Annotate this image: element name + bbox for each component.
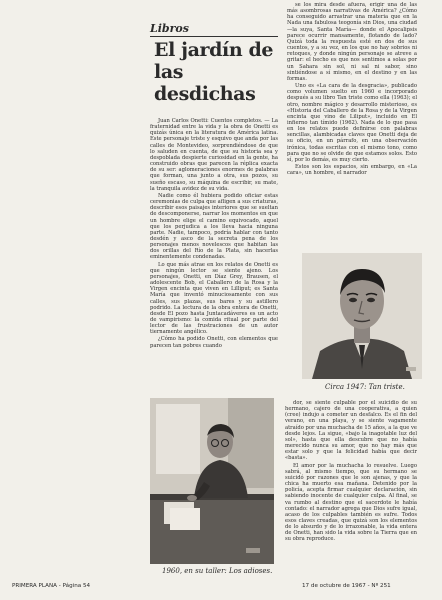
article-paragraph: Juan Carlos Onetti: Cuentos completos. — La fraternidad entre la vida y la obra de Onetti es quizás única en la literatura de América latina. Este personaje triste y esquivo que anda por las calles de Montevideo, sorprendiéndose de que lo saluden en cuenta, de que su historia sea y despoblada despierte curiosidad en la gente, ha construido obras que parecen la réplica exacta de su ser: aglomeraciones enormes de palabras que forman, una junto a otra, sus pozos, su sueño escaso, su máquina de escribir, su mate, la tranquila avidez de su vida. <box>150 118 278 192</box>
section-label: Libros <box>150 22 278 37</box>
article-column-bottom <box>285 400 417 544</box>
article-paragraph: El amor por la muchacha lo resuelve. Luego sabrá, al mismo tiempo, que su hermano se suicidó por razones que le son ajenas, y que la chica ha muerto esa mañana. Detenido por la policía, acepta firmar cualquier declaración, sin sabiendo inocente de cualquier culpa. Al final, se va rumbo al destino que el sacerdote le había contado: el narrador agrega que Dios sufre igual, acaso de los culpables también es sufre. Todos esos claves creadas, que quizá son los elementos de lo absurdo y de lo irrazonable, la vida entera de Onetti, han sido la vida sobre la Tierra que en su obra reproduce. <box>285 462 417 543</box>
portrait-photo <box>302 253 422 379</box>
portrait-caption: Circa 1947: Tan triste. <box>325 383 405 391</box>
footer-left: PRIMERA PLANA - Página 54 <box>12 583 91 589</box>
writer-photo <box>150 398 274 564</box>
article-paragraph: dor, se siente culpable por el suicidio de su hermano, cajero de una cooperativa, a quien (cree) indujo a cometer un desfalco. Es el fin del verano, en una playa, y se siente vagamente atraído por una muchacha de 15 años, a la que ve desde lejos. La sigue, «bajo la inagotable luz del sol», hasta que ella descubre que no había merecido nunca su amor, que no hay más que estar solo y que la felicidad había que decir «basta». <box>285 400 417 462</box>
writer-image <box>150 398 274 564</box>
article-paragraph: Uno es «La cara de la desgracia», publicado como volumen suelto en 1960 e incorporado después a su libro Tan triste como ella (1963); el otro, nombre mágico y desarrollo misterioso, es «Historia del Caballero de la Rosa y de la Virgen encinta que vino de Liliput», incluido en El infierno tan tímido (1962). Nada de lo que pasa en los relatos puede definirse con palabras sencillas, alambicadas claves que Onetti deja de su oficio, en un párrafo, en una observación irónica, todas escritas con el mismo tono, como para que no se olvide de que estamos solos. Esto sí, por lo demás, es muy cierto. <box>287 83 417 163</box>
article-paragraph: se los mira desde afuera, erigir una de las más asombrosas narrativas de América? ¿Cómo ha conseguido arrastrar una materia que en la Nada una fabulosa teogonía sin Dios, una ciudad —la suya, Santa María— donde el Apocalipsis parece ocurrir mansamente, flotando de lado? Quizá toda la respuesta esté en dos de sus cuentos, y a su vez, en los que no hay sobrios ni retoques, y donde ningún personaje se atreve a gritar: el hecho es que nos sentimos a solas por un Sahara sin sol, ni sal ni sabor, sino sintiéndose a sí mismo, en el destino y en las formas. <box>287 2 417 82</box>
portrait-image <box>302 253 422 379</box>
article-column-left <box>150 118 278 350</box>
article-paragraph: Nadie como él hubiera podido oficiar estas ceremonias de culpa que afligen a sus criaturas, describir esos paisajes interiores que se sueltan de descomponerse, narrar los momentos en que un hombre elige el camino equivocado, aquel que los perjudica a los lleva hacia ninguna parte. Nadie, tampoco, podría hablar con tanto desdén y asco de la secreta pena de los personajes menos novelescos que habitan las dos orillas del Río de la Plata, sin hacerlas eminentemente condenadas. <box>150 192 278 261</box>
article-paragraph: ¿Cómo ha podido Onetti, con elementos que parecen tan pobres cuando <box>150 336 278 349</box>
writer-caption: 1960, en su taller: Los adioses. <box>162 567 273 575</box>
article-title: El jardín de las desdichas <box>154 39 274 105</box>
article-paragraph: Lo que más atrae en los relatos de Onetti es que ningún lector se siente ajeno. Los personajes, Onetti, en Díaz Grey, Brausen, el adolescente Bob, el Caballero de la Rosa y la Virgen encinta que viven en Lilliput; es Santa María que inventó minuciosamente con sus calles, sus plazas, sus bares y su astillero podrido. La lectura de la obra entera de Onetti, desde El pozo hasta Juntacadáveres es un acto de vampirismo: la comida ritual por parte del lector de las frustraciones de un autor tiernamente angélico. <box>150 261 278 336</box>
article-column-right <box>287 2 417 177</box>
footer-right: 17 de octubre de 1967 - Nº 251 <box>302 583 391 589</box>
article-paragraph: Estos son los espacios, sin embargo, en «La cara», un hombre, el narrador <box>287 164 417 177</box>
